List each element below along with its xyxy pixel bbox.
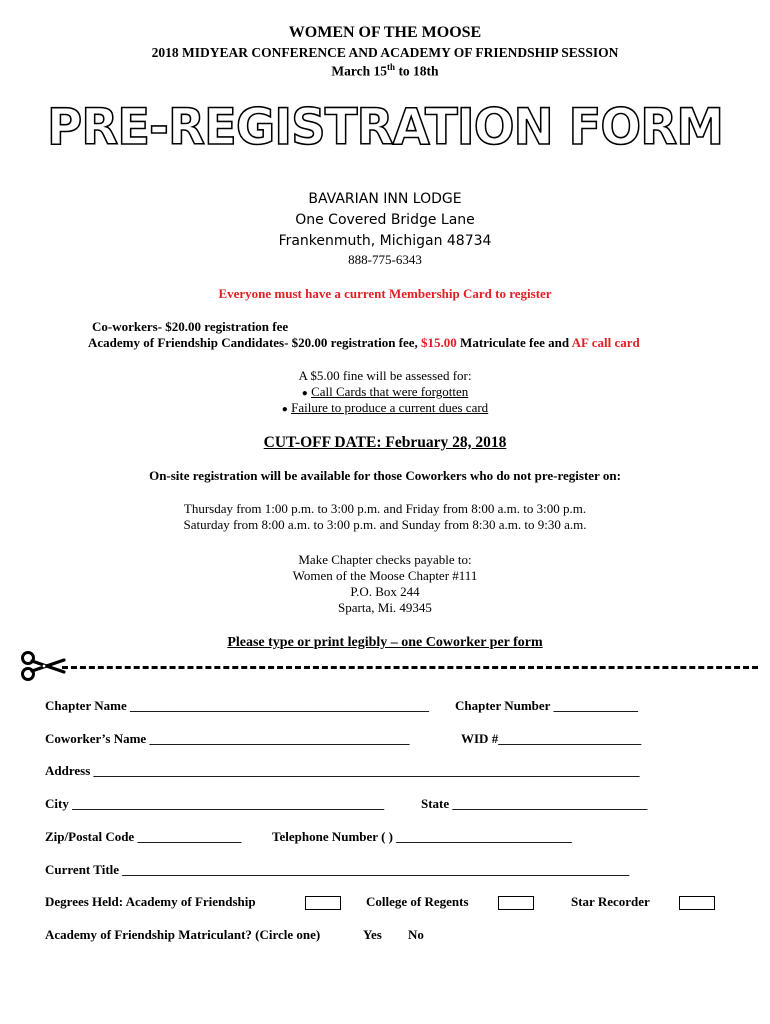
chapter-number-field[interactable]: Chapter Number _____________ xyxy=(455,698,638,713)
checks-line-3: P.O. Box 244 xyxy=(350,584,420,599)
address-field[interactable]: Address ____________________________________________________________________________________ xyxy=(45,763,640,778)
candidate-fee-text: Academy of Friendship Candidates- $20.00 registration fee, xyxy=(88,335,422,350)
wid-field[interactable]: WID #______________________ xyxy=(461,731,642,746)
state-field[interactable]: State ______________________________ xyxy=(421,796,648,811)
college-of-regents-label: College of Regents xyxy=(366,894,469,909)
onsite-line-1: Thursday from 1:00 p.m. to 3:00 p.m. and Friday from 8:00 a.m. to 3:00 p.m. xyxy=(183,501,587,516)
instruction: Please type or print legibly – one Coworker per form xyxy=(227,635,543,650)
event-dates xyxy=(0,62,770,80)
cutoff-date: CUT-OFF DATE: February 28, 2018 xyxy=(263,434,507,451)
venue-name: BAVARIAN INN LODGE xyxy=(308,191,462,207)
venue-city: Frankenmuth, Michigan 48734 xyxy=(278,233,492,249)
matriculant-question: Academy of Friendship Matriculant? (Circle one) xyxy=(45,927,321,942)
yes-option[interactable]: Yes xyxy=(363,927,382,942)
bullet-icon: ● xyxy=(301,388,308,399)
coworker-name-field[interactable]: Coworker’s Name ________________________________________ xyxy=(45,731,410,746)
city-field[interactable]: City ________________________________________________ xyxy=(45,796,385,811)
star-recorder-label: Star Recorder xyxy=(571,894,650,909)
fine-intro: A $5.00 fine will be assessed for: xyxy=(298,368,472,383)
chapter-name-field[interactable]: Chapter Name ______________________________________________ xyxy=(45,698,429,713)
checks-line-4: Sparta, Mi. 49345 xyxy=(338,600,432,615)
no-option[interactable]: No xyxy=(408,927,424,942)
onsite-line-2: Saturday from 8:00 a.m. to 3:00 p.m. and Sunday from 8:30 a.m. to 9:30 a.m. xyxy=(183,517,587,532)
scissors-icon xyxy=(20,650,66,682)
fine-item-1-text: Call Cards that were forgotten xyxy=(311,384,469,399)
af-call-card: AF call card xyxy=(571,335,640,350)
coworker-fee: Co-workers- $20.00 registration fee xyxy=(92,319,289,334)
venue-phone: 888-775-6343 xyxy=(348,252,422,267)
venue-street: One Covered Bridge Lane xyxy=(295,212,475,228)
zip-field[interactable]: Zip/Postal Code ________________ xyxy=(45,829,242,844)
bullet-icon: ● xyxy=(281,404,288,415)
matriculate-amount: $15.00 xyxy=(421,335,457,350)
candidate-fee xyxy=(88,335,640,351)
fine-item-1 xyxy=(0,384,770,400)
checks-line-2: Women of the Moose Chapter #111 xyxy=(292,568,478,583)
degrees-label: Degrees Held: Academy of Friendship xyxy=(45,894,256,909)
cut-line xyxy=(62,666,758,669)
fine-item-2 xyxy=(0,400,770,416)
onsite-heading: On-site registration will be available for those Coworkers who do not pre-register on: xyxy=(149,468,621,483)
dates-end: to 18th xyxy=(395,63,439,79)
dates-start: March 15 xyxy=(331,63,388,79)
college-of-regents-checkbox[interactable] xyxy=(498,896,534,910)
form-title: PRE-REGISTRATION FORM xyxy=(46,98,723,156)
star-recorder-checkbox[interactable] xyxy=(679,896,715,910)
academy-checkbox[interactable] xyxy=(305,896,341,910)
telephone-field[interactable]: Telephone Number ( ) ___________________________ xyxy=(272,829,572,844)
membership-notice: Everyone must have a current Membership Card to register xyxy=(218,286,552,301)
event-title: 2018 MIDYEAR CONFERENCE AND ACADEMY OF FRIENDSHIP SESSION xyxy=(151,45,619,60)
candidate-fee-mid: Matriculate fee and xyxy=(456,335,572,350)
dates-suffix: th xyxy=(387,62,396,72)
fine-item-2-text: Failure to produce a current dues card xyxy=(291,400,489,415)
current-title-field[interactable]: Current Title ______________________________________________________________________________ xyxy=(45,862,630,877)
checks-line-1: Make Chapter checks payable to: xyxy=(298,552,472,567)
org-title: WOMEN OF THE MOOSE xyxy=(288,24,482,41)
